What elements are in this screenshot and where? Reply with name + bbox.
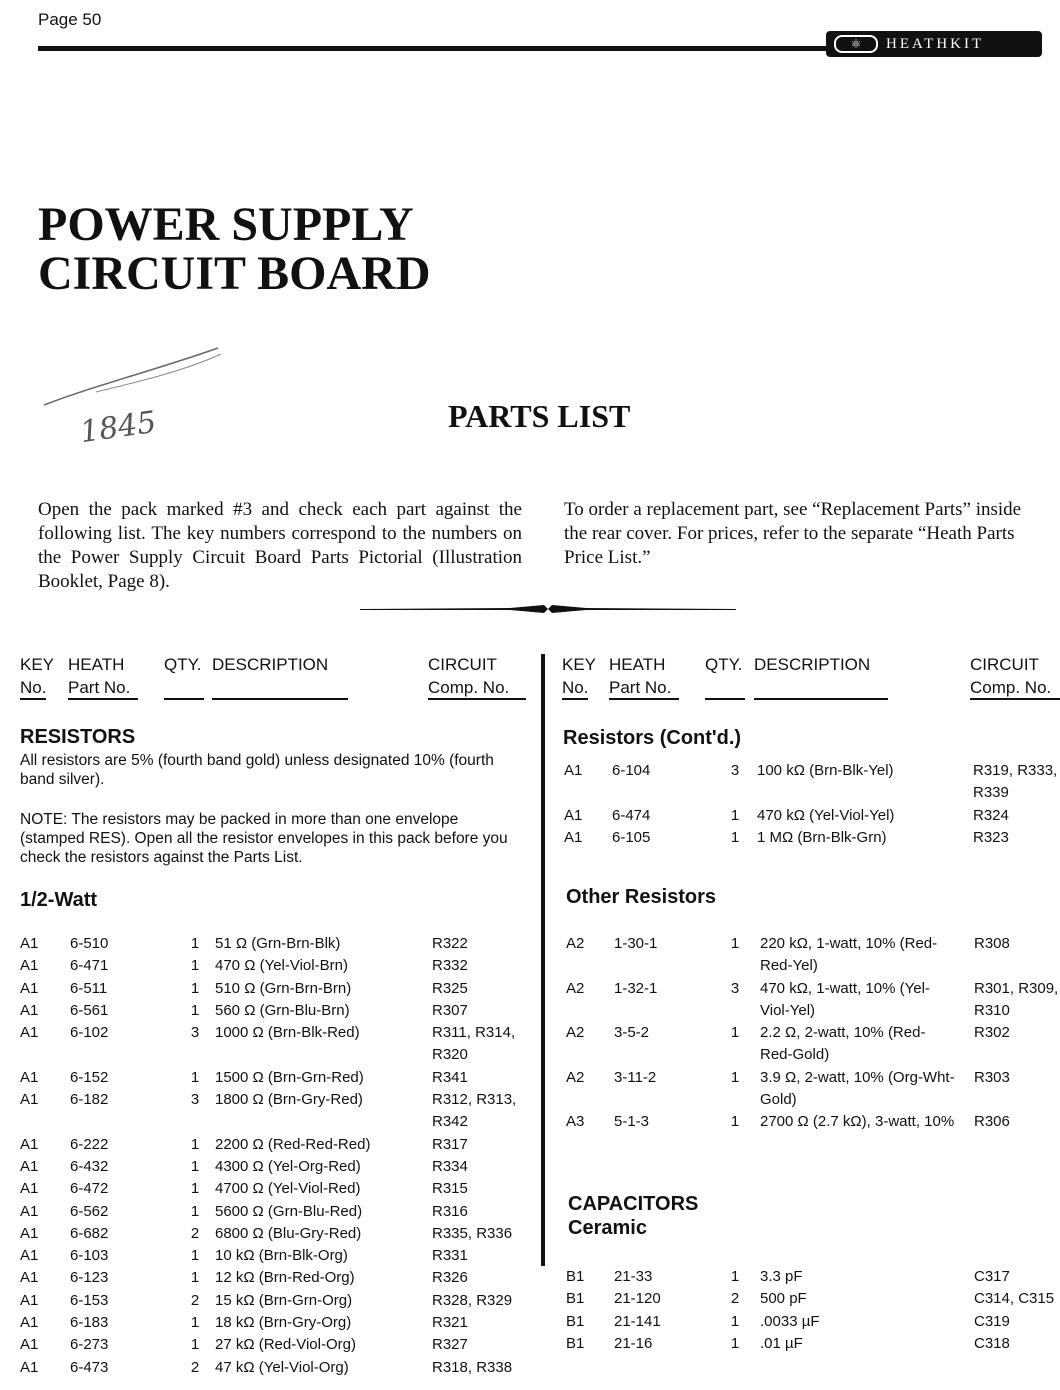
left-column-headers xyxy=(20,653,540,703)
heath-part-no: 6-472 xyxy=(70,1180,109,1198)
table-row xyxy=(564,760,1060,805)
heath-part-no: 6-123 xyxy=(70,1269,109,1287)
key-no: B1 xyxy=(566,1268,585,1285)
right-column-headers xyxy=(562,653,1060,703)
circuit-comp-no: R334 xyxy=(432,1157,468,1175)
qty: 1 xyxy=(190,935,200,952)
qty: 2 xyxy=(190,1358,200,1376)
key-no: A2 xyxy=(566,1068,585,1086)
heath-part-no: 21-16 xyxy=(614,1334,653,1352)
table-row xyxy=(20,1267,540,1289)
logo-text: HEATHKIT xyxy=(886,35,985,52)
circuit-comp-no: R331 xyxy=(432,1247,468,1265)
description: 12 kΩ (Brn-Red-Org) xyxy=(215,1269,355,1287)
qty: 1 xyxy=(730,806,740,824)
circuit-comp-no: C314, C315 xyxy=(974,1290,1055,1308)
qty: 1 xyxy=(190,1202,200,1220)
atom-emblem-icon: ⚛ xyxy=(834,35,878,53)
ceramic-capacitors-table xyxy=(566,1266,1060,1355)
title-line-2: CIRCUIT BOARD xyxy=(38,247,431,300)
header-rule xyxy=(38,46,838,51)
table-row xyxy=(20,1000,540,1022)
heath-part-no: 21-141 xyxy=(614,1312,661,1330)
circuit-comp-no: R323 xyxy=(973,828,1009,846)
circuit-comp-no: R326 xyxy=(432,1269,468,1287)
description: 560 Ω (Grn-Blu-Brn) xyxy=(215,1001,350,1019)
half-watt-title: 1/2-Watt xyxy=(20,889,98,911)
key-no: A1 xyxy=(20,1001,39,1019)
description: 470 kΩ (Yel-Viol-Yel) xyxy=(757,806,895,824)
heath-part-no: 6-273 xyxy=(70,1336,109,1354)
table-row xyxy=(20,978,540,1000)
table-row xyxy=(20,933,540,955)
description: 100 kΩ (Brn-Blk-Yel) xyxy=(757,762,894,779)
qty: 1 xyxy=(190,1068,200,1086)
qty: 1 xyxy=(730,1024,740,1042)
description: 4700 Ω (Yel-Viol-Red) xyxy=(215,1180,361,1198)
heath-part-no: 6-510 xyxy=(70,935,109,952)
resistors-contd-table xyxy=(564,760,1060,849)
heath-part-no: 21-33 xyxy=(614,1268,653,1285)
qty: 3 xyxy=(730,762,740,779)
header-circuit-comp-no: Comp. No. xyxy=(428,678,510,697)
qty: 1 xyxy=(190,1314,200,1332)
circuit-comp-no: R317 xyxy=(432,1135,468,1153)
description: .01 µF xyxy=(760,1334,803,1352)
key-no: A1 xyxy=(20,1336,39,1354)
description: 220 kΩ, 1-watt, 10% (Red-Red-Yel) xyxy=(760,935,938,974)
table-row xyxy=(566,1266,1060,1288)
heath-part-no: 1-30-1 xyxy=(614,935,658,952)
page-number: Page 50 xyxy=(38,10,102,29)
description: 2700 Ω (2.7 kΩ), 3-watt, 10% xyxy=(760,1113,955,1131)
key-no: A1 xyxy=(20,1247,39,1265)
header-circuit: CIRCUIT xyxy=(970,655,1039,674)
header-rule-circuit xyxy=(970,698,1060,700)
qty: 1 xyxy=(730,1113,740,1131)
circuit-comp-no: R302 xyxy=(974,1024,1010,1042)
key-no: B1 xyxy=(566,1334,585,1352)
other-resistors-table xyxy=(566,933,1060,1156)
qty: 1 xyxy=(730,1068,740,1086)
qty: 1 xyxy=(190,1180,200,1198)
header-rule-key xyxy=(20,698,46,700)
key-no: A1 xyxy=(20,1091,39,1109)
header-rule-qty xyxy=(164,698,204,700)
table-row xyxy=(20,1067,540,1089)
description: 470 kΩ, 1-watt, 10% (Yel-Viol-Yel) xyxy=(760,979,930,1019)
table-row xyxy=(20,1312,540,1334)
header-rule-key xyxy=(562,698,588,700)
key-no: A1 xyxy=(564,828,583,846)
heath-part-no: 6-432 xyxy=(70,1157,109,1175)
circuit-comp-no: R308 xyxy=(974,935,1010,952)
key-no: A1 xyxy=(20,1180,39,1198)
key-no: A1 xyxy=(564,806,583,824)
circuit-comp-no: R311, R314, R320 xyxy=(432,1024,516,1064)
ceramic-title: Ceramic xyxy=(568,1217,647,1239)
table-row xyxy=(20,1357,540,1379)
table-row xyxy=(566,1288,1060,1310)
circuit-comp-no: R307 xyxy=(432,1001,468,1019)
heath-part-no: 5-1-3 xyxy=(614,1113,650,1131)
table-row xyxy=(20,1223,540,1245)
description: 1800 Ω (Brn-Gry-Red) xyxy=(215,1091,363,1109)
key-no: A1 xyxy=(20,1024,39,1042)
qty: 2 xyxy=(190,1224,200,1242)
circuit-comp-no: R322 xyxy=(432,935,468,952)
intro-left-paragraph: Open the pack marked #3 and check each part against the following list. The key numbers correspond to the numbers on the Power Supply Circuit Board Parts Pictorial (Illustration Booklet, Page 8). xyxy=(38,499,522,592)
heath-part-no: 6-152 xyxy=(70,1068,109,1086)
key-no: A2 xyxy=(566,979,585,997)
header-circuit: CIRCUIT xyxy=(428,655,497,674)
resistors-contd-title: Resistors (Cont'd.) xyxy=(563,727,742,749)
heath-part-no: 6-183 xyxy=(70,1314,109,1332)
table-row xyxy=(20,1178,540,1200)
key-no: A1 xyxy=(20,1135,39,1153)
key-no: A1 xyxy=(20,1202,39,1220)
circuit-comp-no: R332 xyxy=(432,957,468,975)
heath-part-no: 6-153 xyxy=(70,1291,109,1309)
title-line-1: POWER SUPPLY xyxy=(38,198,414,251)
description: 3.3 pF xyxy=(760,1268,803,1285)
table-row xyxy=(564,805,1060,827)
key-no: A1 xyxy=(20,979,39,997)
qty: 3 xyxy=(190,1024,200,1042)
description: 5600 Ω (Grn-Blu-Red) xyxy=(215,1202,363,1220)
key-no: A1 xyxy=(20,957,39,975)
heath-part-no: 6-511 xyxy=(70,979,108,997)
header-qty: QTY. xyxy=(164,655,202,674)
key-no: A1 xyxy=(20,935,39,952)
key-no: B1 xyxy=(566,1290,585,1308)
table-row xyxy=(20,1245,540,1267)
circuit-comp-no: R319, R333, R339 xyxy=(973,762,1058,801)
heath-part-no: 6-562 xyxy=(70,1202,109,1220)
intro-right-paragraph: To order a replacement part, see “Replacement Parts” inside the rear cover. For prices, refer to the separate “Heath Parts Price List.” xyxy=(564,499,1022,568)
heath-part-no: 6-103 xyxy=(70,1247,109,1265)
circuit-comp-no: R324 xyxy=(973,806,1009,824)
key-no: A1 xyxy=(20,1358,39,1376)
heath-part-no: 6-105 xyxy=(612,828,651,846)
circuit-comp-no: R303 xyxy=(974,1068,1010,1086)
table-row xyxy=(564,827,1060,849)
description: 510 Ω (Grn-Brn-Brn) xyxy=(215,979,352,997)
circuit-comp-no: R335, R336 xyxy=(432,1224,513,1242)
header-rule-circuit xyxy=(428,698,526,700)
table-row xyxy=(566,978,1060,1023)
description: 10 kΩ (Brn-Blk-Org) xyxy=(215,1247,348,1265)
description: 47 kΩ (Yel-Viol-Org) xyxy=(215,1358,349,1376)
handwritten-note: 1845 xyxy=(77,404,159,451)
description: 500 pF xyxy=(760,1290,807,1308)
description: 15 kΩ (Brn-Grn-Org) xyxy=(215,1291,353,1309)
table-row xyxy=(20,1290,540,1312)
qty: 1 xyxy=(190,1157,200,1175)
qty: 1 xyxy=(190,1269,200,1287)
header-description: DESCRIPTION xyxy=(754,655,871,674)
qty: 1 xyxy=(730,935,740,952)
heath-part-no: 21-120 xyxy=(614,1290,661,1308)
circuit-comp-no: R306 xyxy=(974,1113,1010,1131)
other-resistors-title: Other Resistors xyxy=(566,886,717,908)
qty: 1 xyxy=(190,979,200,997)
table-row xyxy=(566,933,1060,978)
heath-part-no: 6-561 xyxy=(70,1001,109,1019)
circuit-comp-no: R312, R313, R342 xyxy=(432,1091,517,1131)
parts-list-heading: PARTS LIST xyxy=(448,398,631,434)
header-description: DESCRIPTION xyxy=(212,655,329,674)
key-no: A1 xyxy=(20,1291,39,1309)
description: 2.2 Ω, 2-watt, 10% (Red-Red-Gold) xyxy=(760,1024,926,1064)
table-row xyxy=(20,1134,540,1156)
description: 1 MΩ (Brn-Blk-Grn) xyxy=(757,828,887,846)
key-no: A1 xyxy=(20,1314,39,1332)
qty: 1 xyxy=(190,1336,200,1354)
table-row xyxy=(566,1111,1060,1156)
description: 51 Ω (Grn-Brn-Blk) xyxy=(215,935,341,952)
qty: 1 xyxy=(730,1334,740,1352)
heath-part-no: 6-104 xyxy=(612,762,651,779)
qty: 1 xyxy=(190,1247,200,1265)
header-rule-qty xyxy=(705,698,745,700)
qty: 1 xyxy=(730,1268,740,1285)
description: 470 Ω (Yel-Viol-Brn) xyxy=(215,957,348,975)
table-row xyxy=(566,1022,1060,1067)
description: .0033 µF xyxy=(760,1312,820,1330)
table-row xyxy=(20,1156,540,1178)
qty: 1 xyxy=(730,828,740,846)
key-no: A2 xyxy=(566,935,585,952)
document-title xyxy=(38,200,598,298)
circuit-comp-no: R315 xyxy=(432,1180,468,1198)
table-row xyxy=(20,1201,540,1223)
table-row xyxy=(20,955,540,977)
header-circuit-comp-no: Comp. No. xyxy=(970,678,1052,697)
description: 1000 Ω (Brn-Blk-Red) xyxy=(215,1024,360,1042)
circuit-comp-no: R321 xyxy=(432,1314,468,1332)
qty: 1 xyxy=(190,1135,200,1153)
description: 6800 Ω (Blu-Gry-Red) xyxy=(215,1224,362,1242)
description: 3.9 Ω, 2-watt, 10% (Org-Wht-Gold) xyxy=(760,1068,955,1108)
circuit-comp-no: R325 xyxy=(432,979,468,997)
header-rule-description xyxy=(754,698,888,700)
heath-part-no: 6-222 xyxy=(70,1135,109,1153)
capacitors-title: CAPACITORS xyxy=(568,1193,699,1215)
circuit-comp-no: R328, R329 xyxy=(432,1291,513,1309)
key-no: A3 xyxy=(566,1113,585,1131)
half-watt-table xyxy=(20,933,540,1379)
heath-part-no: 6-471 xyxy=(70,957,109,975)
table-row xyxy=(566,1311,1060,1333)
header-rule-heath xyxy=(68,698,138,700)
header-heath-part-no: Part No. xyxy=(68,678,131,697)
circuit-comp-no: R318, R338 xyxy=(432,1358,513,1376)
circuit-comp-no: R327 xyxy=(432,1336,468,1354)
description: 18 kΩ (Brn-Gry-Org) xyxy=(215,1314,352,1332)
description: 2200 Ω (Red-Red-Red) xyxy=(215,1135,371,1153)
qty: 3 xyxy=(190,1091,200,1109)
qty: 3 xyxy=(730,979,740,997)
heath-part-no: 1-32-1 xyxy=(614,979,658,997)
header-heath: HEATH xyxy=(68,655,125,674)
section-ornament xyxy=(360,600,736,618)
header-key: KEY xyxy=(20,655,55,674)
table-row xyxy=(20,1334,540,1356)
circuit-comp-no: R316 xyxy=(432,1202,468,1220)
resistors-note-1: All resistors are 5% (fourth band gold) unless designated 10% (fourth band silver). xyxy=(20,752,494,788)
qty: 2 xyxy=(190,1291,200,1309)
heath-part-no: 3-5-2 xyxy=(614,1024,650,1042)
table-row xyxy=(20,1089,540,1134)
qty: 1 xyxy=(190,957,200,975)
header-key: KEY xyxy=(562,655,597,674)
circuit-comp-no: C317 xyxy=(974,1268,1010,1285)
header-rule-description xyxy=(212,698,348,700)
header-key-no: No. xyxy=(20,678,47,697)
qty: 1 xyxy=(190,1001,200,1019)
header-heath: HEATH xyxy=(609,655,666,674)
qty: 2 xyxy=(730,1290,740,1308)
heath-part-no: 6-182 xyxy=(70,1091,109,1109)
header-qty: QTY. xyxy=(705,655,743,674)
description: 1500 Ω (Brn-Grn-Red) xyxy=(215,1068,364,1086)
description: 4300 Ω (Yel-Org-Red) xyxy=(215,1157,361,1175)
key-no: A1 xyxy=(20,1269,39,1287)
key-no: A2 xyxy=(566,1024,585,1042)
key-no: A1 xyxy=(20,1068,39,1086)
resistors-note-2: NOTE: The resistors may be packed in more than one envelope (stamped RES). Open all the resistor envelopes in this pack before you check the resistors against the Parts List. xyxy=(20,811,508,866)
heath-part-no: 6-682 xyxy=(70,1224,109,1242)
heath-part-no: 6-474 xyxy=(612,806,651,824)
heath-part-no: 3-11-2 xyxy=(614,1068,657,1086)
key-no: A1 xyxy=(564,762,583,779)
circuit-comp-no: C319 xyxy=(974,1312,1010,1330)
circuit-comp-no: C318 xyxy=(974,1334,1010,1352)
table-row xyxy=(20,1022,540,1067)
header-key-no: No. xyxy=(562,678,589,697)
heathkit-logo xyxy=(826,31,1042,57)
description: 27 kΩ (Red-Viol-Org) xyxy=(215,1336,356,1354)
table-row xyxy=(566,1333,1060,1355)
circuit-comp-no: R301, R309, R310 xyxy=(974,979,1059,1019)
qty: 1 xyxy=(730,1312,740,1330)
header-heath-part-no: Part No. xyxy=(609,678,672,697)
key-no: A1 xyxy=(20,1157,39,1175)
table-row xyxy=(566,1067,1060,1112)
key-no: A1 xyxy=(20,1224,39,1242)
heath-part-no: 6-102 xyxy=(70,1024,109,1042)
key-no: B1 xyxy=(566,1312,585,1330)
circuit-comp-no: R341 xyxy=(432,1068,468,1086)
header-rule-heath xyxy=(609,698,679,700)
resistors-title: RESISTORS xyxy=(20,726,136,748)
heath-part-no: 6-473 xyxy=(70,1358,109,1376)
